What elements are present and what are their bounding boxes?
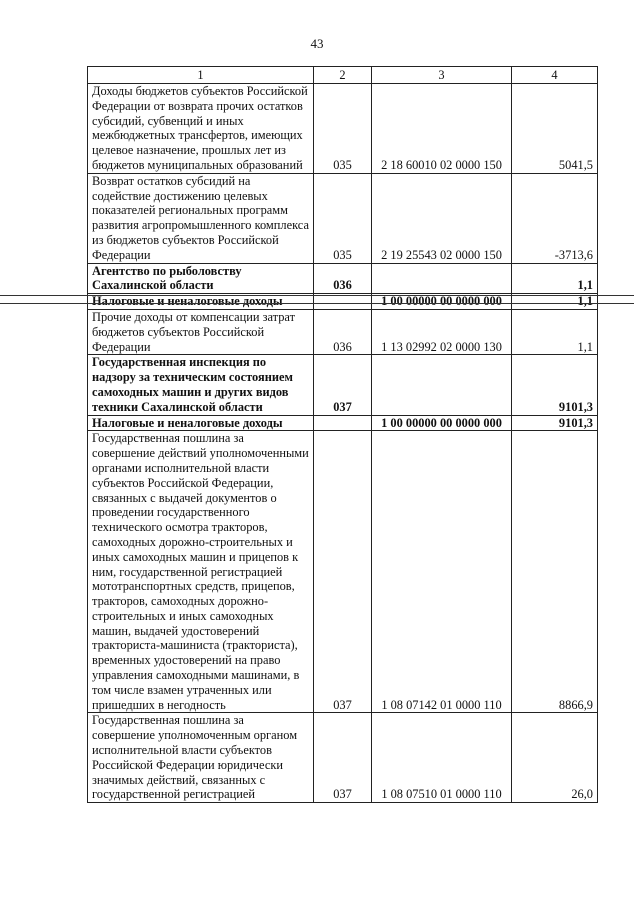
column-header-4: 4 (512, 67, 598, 84)
admin-code (314, 294, 372, 310)
amount: 1,1 (512, 309, 598, 354)
amount: 26,0 (512, 713, 598, 803)
revenue-table (87, 66, 598, 803)
admin-code: 037 (314, 713, 372, 803)
budget-classification-code: 1 00 00000 00 0000 000 (372, 415, 512, 431)
amount: 5041,5 (512, 84, 598, 174)
revenue-name: Государственная пошлина за совершение действий уполномоченными органами исполнительной власти субъектов Российской Федерации, связанных с выдачей документов о проведении государственного технического осмотра тракторов, самоходных дорожно-строительных и иных самоходных машин и прицепов к ним, государственной регистрацией мототранспортных средств, прицепов, тракторов, самоходных дорожно-строительных и иных самоходных машин, выдачей удостоверений тракториста-машиниста (тракториста), временных удостоверений на право управления самоходными машинами, в том числе взамен утраченных или пришедших в негодность (88, 431, 314, 713)
table-row (88, 415, 598, 431)
admin-code: 037 (314, 355, 372, 415)
table-row (88, 263, 598, 294)
budget-classification-code: 1 08 07510 01 0000 110 (372, 713, 512, 803)
budget-classification-code: 2 18 60010 02 0000 150 (372, 84, 512, 174)
scan-artifact-line (0, 295, 634, 296)
budget-classification-code (372, 355, 512, 415)
revenue-name: Налоговые и неналоговые доходы (88, 294, 314, 310)
amount: 1,1 (512, 263, 598, 294)
table-row (88, 355, 598, 415)
revenue-name: Государственная инспекция по надзору за техническим состоянием самоходных машин и других видов техники Сахалинской области (88, 355, 314, 415)
revenue-name: Возврат остатков субсидий на содействие достижению целевых показателей региональных программ развития агропромышленного комплекса из бюджетов субъектов Российской Федерации (88, 173, 314, 263)
revenue-name: Агентство по рыболовству Сахалинской области (88, 263, 314, 294)
column-header-1: 1 (88, 67, 314, 84)
budget-classification-code: 2 19 25543 02 0000 150 (372, 173, 512, 263)
revenue-name: Прочие доходы от компенсации затрат бюджетов субъектов Российской Федерации (88, 309, 314, 354)
admin-code: 036 (314, 309, 372, 354)
amount: 9101,3 (512, 415, 598, 431)
column-header-3: 3 (372, 67, 512, 84)
table-row (88, 294, 598, 310)
revenue-name: Государственная пошлина за совершение уполномоченным органом исполнительной власти субъектов Российской Федерации юридически значимых действий, связанных с государственной регистрацией (88, 713, 314, 803)
amount: 1,1 (512, 294, 598, 310)
admin-code: 035 (314, 84, 372, 174)
amount: -3713,6 (512, 173, 598, 263)
revenue-name: Доходы бюджетов субъектов Российской Федерации от возврата прочих остатков субсидий, субвенций и иных межбюджетных трансфертов, имеющих целевое назначение, прошлых лет из бюджетов муниципальных образований (88, 84, 314, 174)
budget-classification-code: 1 13 02992 02 0000 130 (372, 309, 512, 354)
amount: 8866,9 (512, 431, 598, 713)
amount: 9101,3 (512, 355, 598, 415)
budget-classification-code: 1 00 00000 00 0000 000 (372, 294, 512, 310)
table-header-row (88, 67, 598, 84)
scan-artifact-line (0, 303, 634, 304)
table-row (88, 713, 598, 803)
column-header-2: 2 (314, 67, 372, 84)
revenue-name: Налоговые и неналоговые доходы (88, 415, 314, 431)
table-row (88, 173, 598, 263)
admin-code (314, 415, 372, 431)
table-row (88, 431, 598, 713)
admin-code: 037 (314, 431, 372, 713)
budget-classification-code (372, 263, 512, 294)
admin-code: 035 (314, 173, 372, 263)
table-row (88, 309, 598, 354)
page-number: 43 (310, 36, 324, 51)
admin-code: 036 (314, 263, 372, 294)
table-row (88, 84, 598, 174)
budget-classification-code: 1 08 07142 01 0000 110 (372, 431, 512, 713)
